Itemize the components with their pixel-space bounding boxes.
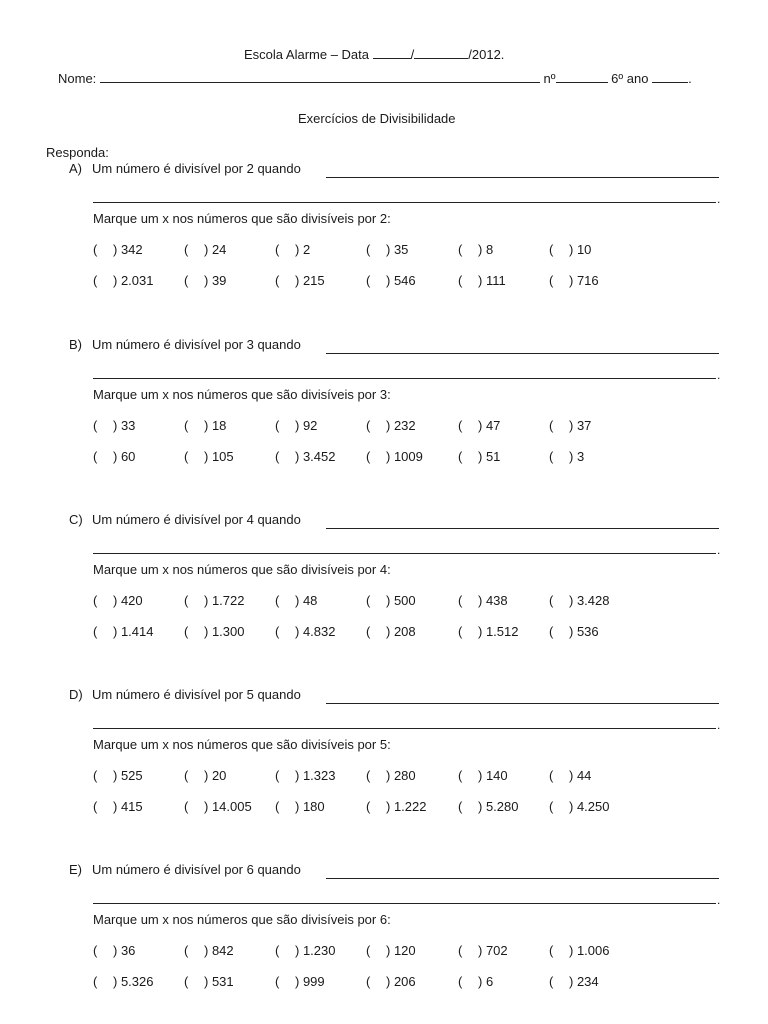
school-label: Escola Alarme – Data xyxy=(244,47,370,62)
number-option[interactable]: ( ) 120 xyxy=(366,943,416,958)
number-option[interactable]: ( ) 20 xyxy=(184,768,227,783)
year-label: /2012. xyxy=(468,47,505,62)
question-letter: E) xyxy=(69,862,82,877)
number-option[interactable]: ( ) 4.250 xyxy=(549,799,610,814)
answer-blank-line[interactable] xyxy=(326,177,719,178)
number-option[interactable]: ( ) 37 xyxy=(549,418,592,433)
line-end-dot: . xyxy=(717,718,721,732)
question-letter: C) xyxy=(69,512,83,527)
number-option[interactable]: ( ) 536 xyxy=(549,624,599,639)
question-text: Um número é divisível por 2 quando xyxy=(92,161,301,176)
answer-blank-line[interactable] xyxy=(93,903,716,904)
header-date-line xyxy=(244,47,504,63)
date-separator: / xyxy=(410,47,415,62)
number-option[interactable]: ( ) 999 xyxy=(275,974,325,989)
number-option[interactable]: ( ) 438 xyxy=(458,593,508,608)
number-option[interactable]: ( ) 60 xyxy=(93,449,136,464)
instruction-label: Responda: xyxy=(46,145,109,160)
answer-blank-line[interactable] xyxy=(326,528,719,529)
number-option[interactable]: ( ) 208 xyxy=(366,624,416,639)
number-option[interactable]: ( ) 702 xyxy=(458,943,508,958)
question-line xyxy=(69,687,301,703)
number-option[interactable]: ( ) 420 xyxy=(93,593,143,608)
number-option[interactable]: ( ) 5.326 xyxy=(93,974,154,989)
answer-blank-line[interactable] xyxy=(326,703,719,704)
line-end-dot: . xyxy=(717,192,721,206)
number-field[interactable] xyxy=(556,71,608,83)
number-option[interactable]: ( ) 1.222 xyxy=(366,799,427,814)
mark-instruction: Marque um x nos números que são divisíveis por 5: xyxy=(93,737,391,752)
number-option[interactable]: ( ) 105 xyxy=(184,449,234,464)
question-letter: A) xyxy=(69,161,82,176)
number-option[interactable]: ( ) 342 xyxy=(93,242,143,257)
number-option[interactable]: ( ) 500 xyxy=(366,593,416,608)
number-option[interactable]: ( ) 24 xyxy=(184,242,227,257)
name-label: Nome: xyxy=(58,71,97,86)
question-text: Um número é divisível por 3 quando xyxy=(92,337,301,352)
line-end-dot: . xyxy=(717,543,721,557)
number-option[interactable]: ( ) 8 xyxy=(458,242,494,257)
number-option[interactable]: ( ) 5.280 xyxy=(458,799,519,814)
number-option[interactable]: ( ) 180 xyxy=(275,799,325,814)
grade-end-dot: . xyxy=(688,71,692,86)
line-end-dot: . xyxy=(717,368,721,382)
number-option[interactable]: ( ) 1.512 xyxy=(458,624,519,639)
number-option[interactable]: ( ) 1.722 xyxy=(184,593,245,608)
number-option[interactable]: ( ) 546 xyxy=(366,273,416,288)
number-option[interactable]: ( ) 280 xyxy=(366,768,416,783)
number-option[interactable]: ( ) 1.323 xyxy=(275,768,336,783)
number-option[interactable]: ( ) 215 xyxy=(275,273,325,288)
question-letter: B) xyxy=(69,337,82,352)
question-line xyxy=(69,161,301,177)
number-option[interactable]: ( ) 14.005 xyxy=(184,799,252,814)
number-option[interactable]: ( ) 92 xyxy=(275,418,318,433)
number-option[interactable]: ( ) 111 xyxy=(458,273,506,288)
grade-label: 6º ano xyxy=(611,71,649,86)
number-option[interactable]: ( ) 1.300 xyxy=(184,624,245,639)
number-option[interactable]: ( ) 51 xyxy=(458,449,501,464)
number-option[interactable]: ( ) 1.414 xyxy=(93,624,154,639)
question-line xyxy=(69,862,301,878)
number-option[interactable]: ( ) 33 xyxy=(93,418,136,433)
number-option[interactable]: ( ) 234 xyxy=(549,974,599,989)
number-option[interactable]: ( ) 415 xyxy=(93,799,143,814)
number-option[interactable]: ( ) 44 xyxy=(549,768,592,783)
number-option[interactable]: ( ) 36 xyxy=(93,943,136,958)
number-option[interactable]: ( ) 232 xyxy=(366,418,416,433)
question-line xyxy=(69,337,301,353)
grade-field[interactable] xyxy=(652,71,688,83)
number-option[interactable]: ( ) 39 xyxy=(184,273,227,288)
number-option[interactable]: ( ) 4.832 xyxy=(275,624,336,639)
number-option[interactable]: ( ) 47 xyxy=(458,418,501,433)
answer-blank-line[interactable] xyxy=(93,728,716,729)
number-option[interactable]: ( ) 3.428 xyxy=(549,593,610,608)
number-option[interactable]: ( ) 842 xyxy=(184,943,234,958)
number-option[interactable]: ( ) 3.452 xyxy=(275,449,336,464)
day-blank[interactable] xyxy=(373,47,411,59)
number-option[interactable]: ( ) 18 xyxy=(184,418,227,433)
line-end-dot: . xyxy=(717,893,721,907)
page-title: Exercícios de Divisibilidade xyxy=(298,111,456,126)
number-option[interactable]: ( ) 531 xyxy=(184,974,234,989)
answer-blank-line[interactable] xyxy=(326,878,719,879)
number-option[interactable]: ( ) 525 xyxy=(93,768,143,783)
number-option[interactable]: ( ) 206 xyxy=(366,974,416,989)
answer-blank-line[interactable] xyxy=(93,378,716,379)
number-option[interactable]: ( ) 10 xyxy=(549,242,592,257)
question-text: Um número é divisível por 6 quando xyxy=(92,862,301,877)
mark-instruction: Marque um x nos números que são divisíveis por 6: xyxy=(93,912,391,927)
number-option[interactable]: ( ) 716 xyxy=(549,273,599,288)
number-option[interactable]: ( ) 6 xyxy=(458,974,494,989)
question-line xyxy=(69,512,301,528)
number-option[interactable]: ( ) 2.031 xyxy=(93,273,154,288)
number-option[interactable]: ( ) 1.006 xyxy=(549,943,610,958)
number-option[interactable]: ( ) 35 xyxy=(366,242,409,257)
number-option[interactable]: ( ) 1009 xyxy=(366,449,423,464)
answer-blank-line[interactable] xyxy=(93,553,716,554)
number-option[interactable]: ( ) 3 xyxy=(549,449,585,464)
answer-blank-line[interactable] xyxy=(93,202,716,203)
month-blank[interactable] xyxy=(414,47,468,59)
question-text: Um número é divisível por 5 quando xyxy=(92,687,301,702)
number-option[interactable]: ( ) 140 xyxy=(458,768,508,783)
header-name-line xyxy=(58,71,692,87)
question-text: Um número é divisível por 4 quando xyxy=(92,512,301,527)
mark-instruction: Marque um x nos números que são divisíveis por 3: xyxy=(93,387,391,402)
number-option[interactable]: ( ) 48 xyxy=(275,593,318,608)
number-option[interactable]: ( ) 1.230 xyxy=(275,943,336,958)
question-letter: D) xyxy=(69,687,83,702)
mark-instruction: Marque um x nos números que são divisíveis por 4: xyxy=(93,562,391,577)
number-option[interactable]: ( ) 2 xyxy=(275,242,311,257)
mark-instruction: Marque um x nos números que são divisíveis por 2: xyxy=(93,211,391,226)
number-label: nº xyxy=(543,71,556,86)
answer-blank-line[interactable] xyxy=(326,353,719,354)
name-field[interactable] xyxy=(100,71,540,83)
